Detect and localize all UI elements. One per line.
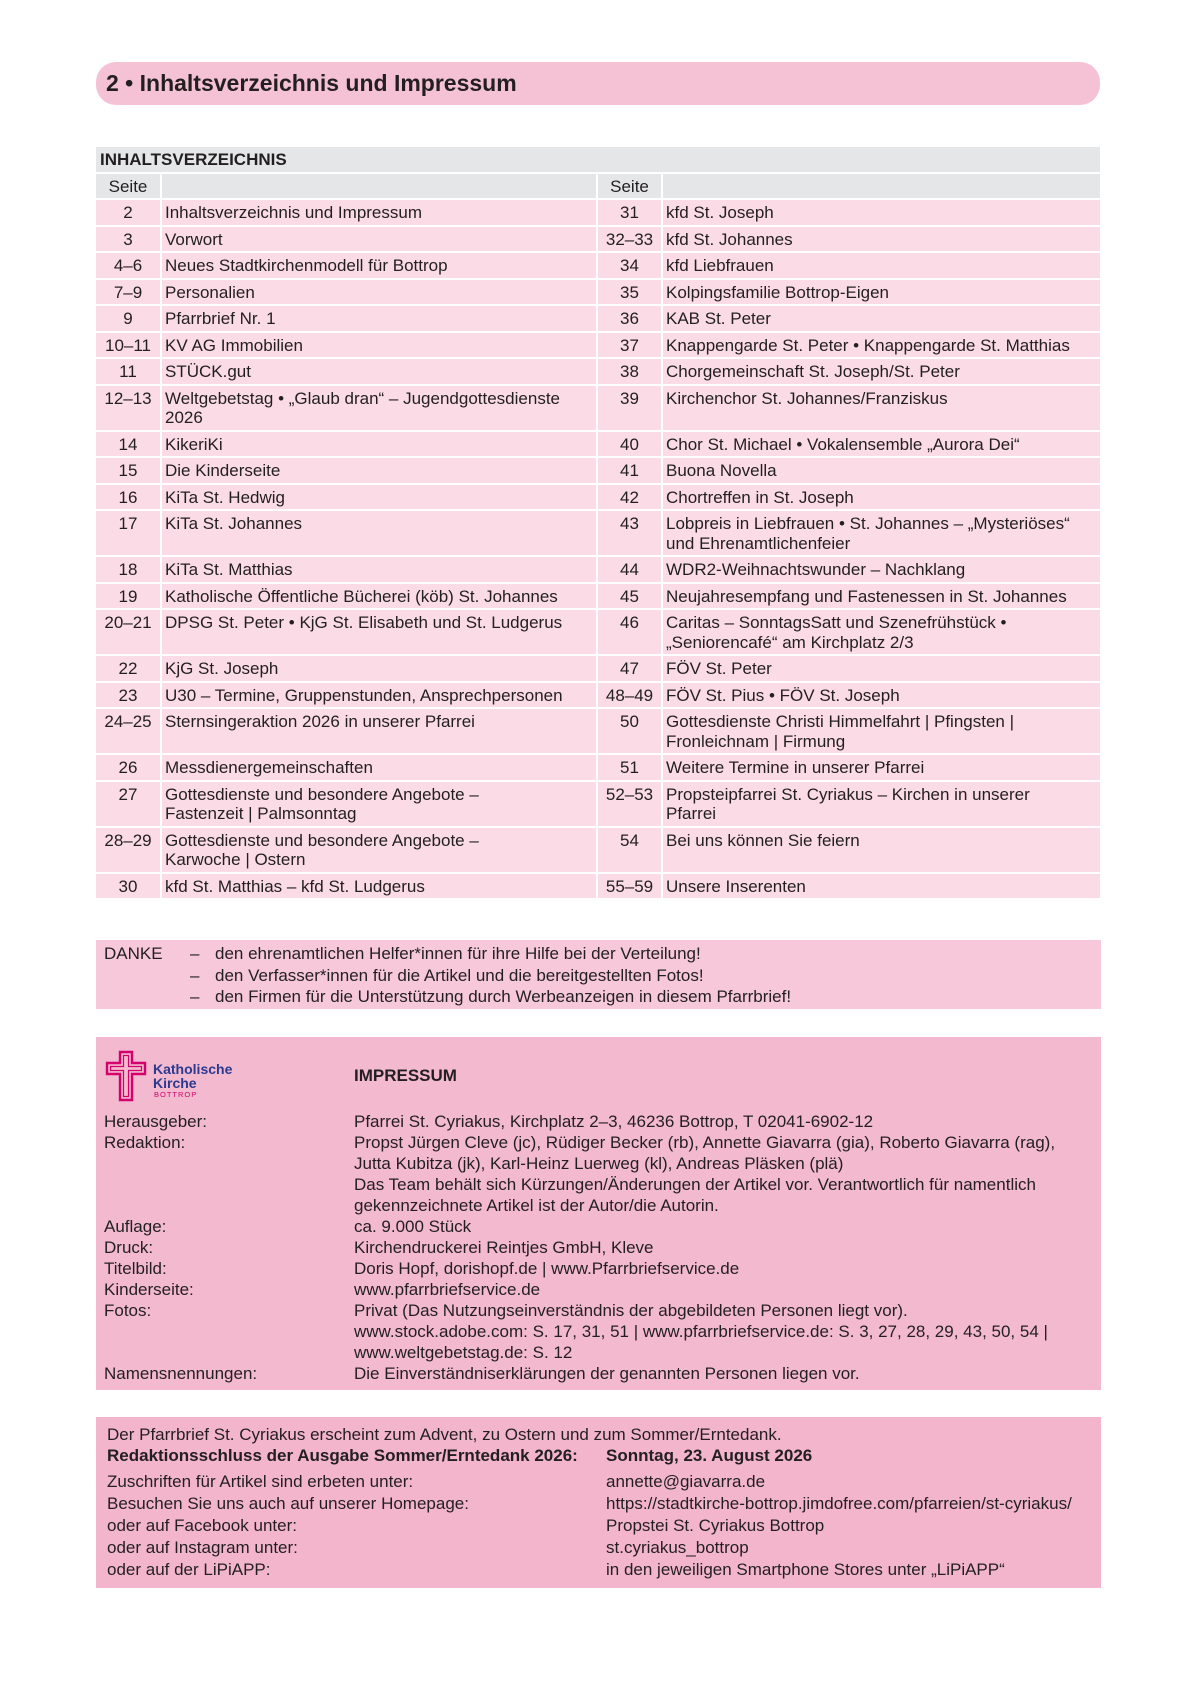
toc-row (96, 782, 1100, 826)
toc-row (96, 485, 1100, 510)
footer-intro: Der Pfarrbrief St. Cyriakus erscheint zum Advent, zu Ostern und zum Sommer/Erntedank. (107, 1424, 782, 1444)
impressum-value: Propst Jürgen Cleve (jc), Rüdiger Becker (rb), Annette Giavarra (gia), Roberto Giavarra (rag), Jutta Kubitza (jk), Karl-Heinz Luerweg (kl), Andreas Pläsken (plä) Das Team behält sich Kürzungen/Änderungen der Artikel vor. Verantwortlich für namentlich gekennzeichnete Artikel ist der Autor/die Autorin. (354, 1132, 1056, 1215)
thanks-dash: – (190, 987, 200, 1006)
toc-title-right: Knappengarde St. Peter • Knappengarde St. Matthias (663, 333, 1100, 358)
toc-page-left: 17 (96, 511, 160, 555)
contact-value: st.cyriakus_bottrop (606, 1538, 749, 1558)
toc-body (96, 200, 1100, 898)
footer-box (96, 1417, 1101, 1588)
toc-title-right: Caritas – SonntagsSatt und Szenefrühstück • „Seniorencafé“ am Kirchplatz 2/3 (663, 610, 1100, 654)
toc-page-left: 23 (96, 683, 160, 708)
toc-title-right: WDR2-Weihnachtswunder – Nachklang (663, 557, 1100, 582)
toc-title-right: KAB St. Peter (663, 306, 1100, 331)
toc-column-title-left (162, 174, 596, 199)
toc-page-right: 35 (598, 280, 661, 305)
toc-page-right: 54 (598, 828, 661, 872)
toc-title-left: U30 – Termine, Gruppenstunden, Ansprechpersonen (162, 683, 596, 708)
toc-title-left: Neues Stadtkirchenmodell für Bottrop (162, 253, 596, 278)
toc-page-left: 7–9 (96, 280, 160, 305)
toc-column-page-left: Seite (96, 174, 160, 199)
toc-row (96, 511, 1100, 555)
toc-page-left: 16 (96, 485, 160, 510)
impressum-label: Fotos: (104, 1300, 152, 1320)
toc-page-left: 30 (96, 874, 160, 899)
contact-value: annette@giavarra.de (606, 1471, 766, 1491)
toc-title-right: Chorgemeinschaft St. Joseph/St. Peter (663, 359, 1100, 384)
toc-page-left: 15 (96, 458, 160, 483)
toc-page-left: 2 (96, 200, 160, 225)
toc-row (96, 828, 1100, 872)
toc-title-right: Gottesdienste Christi Himmelfahrt | Pfingsten | Fronleichnam | Firmung (663, 709, 1100, 753)
contact-label: Besuchen Sie uns auch auf unserer Homepage: (107, 1493, 469, 1513)
impressum-row-name-mentions (104, 1363, 1094, 1384)
toc-title-right: Weitere Termine in unserer Pfarrei (663, 755, 1100, 780)
contact-row-homepage (107, 1493, 1101, 1515)
toc-row (96, 333, 1100, 358)
thanks-line (104, 943, 1101, 965)
logo-text-line-3: BOTTROP (154, 1090, 198, 1099)
toc-title-right: kfd Liebfrauen (663, 253, 1100, 278)
contact-row-email (107, 1471, 1101, 1493)
toc-title-right: Lobpreis in Liebfrauen • St. Johannes – „Mysteriöses“ und Ehrenamtlichenfeier (663, 511, 1100, 555)
impressum-row-cover-image (104, 1258, 1094, 1279)
deadline-value: Sonntag, 23. August 2026 (606, 1446, 813, 1465)
contact-label: oder auf der LiPiAPP: (107, 1560, 271, 1580)
toc-column-title-right (663, 174, 1100, 199)
toc-title-left: Messdienergemeinschaften (162, 755, 596, 780)
toc-page-right: 50 (598, 709, 661, 753)
toc-row (96, 683, 1100, 708)
toc-title-right: FÖV St. Pius • FÖV St. Joseph (663, 683, 1100, 708)
toc-page-left: 18 (96, 557, 160, 582)
contact-value: https://stadtkirche-bottrop.jimdofree.com/pfarreien/st-cyriakus/ (606, 1493, 1072, 1513)
toc-title-left: Pfarrbrief Nr. 1 (162, 306, 596, 331)
cross-icon (105, 1050, 147, 1102)
toc-title-left: KiTa St. Johannes (162, 511, 596, 555)
contact-row-facebook (107, 1515, 1101, 1537)
toc-page-left: 24–25 (96, 709, 160, 753)
toc-title-right: Chor St. Michael • Vokalensemble „Aurora Dei“ (663, 432, 1100, 457)
toc-row (96, 253, 1100, 278)
thanks-text: den Firmen für die Unterstützung durch Werbeanzeigen in diesem Pfarrbrief! (215, 987, 792, 1006)
toc-page-right: 44 (598, 557, 661, 582)
toc-page-left: 4–6 (96, 253, 160, 278)
impressum-value: Pfarrei St. Cyriakus, Kirchplatz 2–3, 46236 Bottrop, T 02041-6902-12 (354, 1111, 874, 1131)
toc-title-left: DPSG St. Peter • KjG St. Elisabeth und St. Ludgerus (162, 610, 596, 654)
toc-page-left: 14 (96, 432, 160, 457)
toc-title-right: Propsteipfarrei St. Cyriakus – Kirchen in unserer Pfarrei (663, 782, 1100, 826)
toc-page-right: 38 (598, 359, 661, 384)
toc-title-left: KiTa St. Hedwig (162, 485, 596, 510)
toc-row (96, 610, 1100, 654)
impressum-value: Doris Hopf, dorishopf.de | www.Pfarrbriefservice.de (354, 1258, 740, 1278)
thanks-line (104, 986, 1101, 1008)
toc-page-right: 40 (598, 432, 661, 457)
toc-title-left: KiTa St. Matthias (162, 557, 596, 582)
toc-title-right: Chortreffen in St. Joseph (663, 485, 1100, 510)
toc-row (96, 359, 1100, 384)
toc-page-left: 19 (96, 584, 160, 609)
contact-row-app (107, 1559, 1101, 1581)
logo-text-line-2: Kirche (153, 1075, 197, 1091)
toc-page-left: 9 (96, 306, 160, 331)
toc-page-right: 37 (598, 333, 661, 358)
toc-page-right: 31 (598, 200, 661, 225)
logo-text-line-1: Katholische (153, 1061, 233, 1077)
toc-page-right: 45 (598, 584, 661, 609)
impressum-value: Privat (Das Nutzungseinverständnis der abgebildeten Personen liegt vor). www.stock.adobe.com: S. 17, 31, 51 | www.pfarrbriefservice.de: S. 3, 27, 28, 29, 43, 50, 54 | www.weltgebetstag.de: S. 12 (354, 1300, 1048, 1362)
toc-title-right: FÖV St. Peter (663, 656, 1100, 681)
toc-title-left: STÜCK.gut (162, 359, 596, 384)
impressum-value: Die Einverständniserklärungen der genannten Personen liegen vor. (354, 1363, 860, 1383)
toc-row (96, 709, 1100, 753)
toc-row (96, 584, 1100, 609)
impressum-row-circulation (104, 1216, 1094, 1237)
church-logo (105, 1050, 235, 1102)
toc-page-right: 48–49 (598, 683, 661, 708)
toc-title-left: Weltgebetstag • „Glaub dran“ – Jugendgottesdienste 2026 (162, 386, 596, 430)
impressum-list (104, 1111, 1094, 1384)
impressum-value: ca. 9.000 Stück (354, 1216, 472, 1236)
toc-page-left: 10–11 (96, 333, 160, 358)
toc-page-right: 34 (598, 253, 661, 278)
toc-title-left: KV AG Immobilien (162, 333, 596, 358)
toc-page-right: 51 (598, 755, 661, 780)
contact-row-instagram (107, 1537, 1101, 1559)
thanks-box (96, 940, 1101, 1009)
toc-title-left: Gottesdienste und besondere Angebote – Karwoche | Ostern (162, 828, 596, 872)
toc-title-left: kfd St. Matthias – kfd St. Ludgerus (162, 874, 596, 899)
toc-page-right: 55–59 (598, 874, 661, 899)
toc-title-left: Personalien (162, 280, 596, 305)
toc-title-left: Sternsingeraktion 2026 in unserer Pfarrei (162, 709, 596, 753)
contact-label: oder auf Facebook unter: (107, 1515, 297, 1535)
impressum-row-photos (104, 1300, 1094, 1363)
thanks-line (104, 965, 1101, 987)
toc-title-right: Kolpingsfamilie Bottrop-Eigen (663, 280, 1100, 305)
toc-page-right: 32–33 (598, 227, 661, 252)
impressum-row-kids-page (104, 1279, 1094, 1300)
toc-page-left: 28–29 (96, 828, 160, 872)
toc-title-left: KjG St. Joseph (162, 656, 596, 681)
thanks-dash: – (190, 965, 200, 985)
impressum-value: www.pfarrbriefservice.de (354, 1279, 541, 1299)
toc-row (96, 874, 1100, 899)
contact-value: Propstei St. Cyriakus Bottrop (606, 1515, 825, 1535)
toc-title-right: Unsere Inserenten (663, 874, 1100, 899)
toc-column-page-right: Seite (598, 174, 661, 199)
toc-title-right: kfd St. Joseph (663, 200, 1100, 225)
toc-page-left: 12–13 (96, 386, 160, 430)
deadline-label: Redaktionsschluss der Ausgabe Sommer/Erntedank 2026: (107, 1446, 578, 1465)
toc-title-left: Gottesdienste und besondere Angebote – Fastenzeit | Palmsonntag (162, 782, 596, 826)
impressum-label: Redaktion: (104, 1132, 186, 1152)
toc-heading: INHALTSVERZEICHNIS (96, 147, 1100, 172)
toc-row (96, 227, 1100, 252)
toc-title-left: Die Kinderseite (162, 458, 596, 483)
toc-row (96, 458, 1100, 483)
toc-page-right: 43 (598, 511, 661, 555)
toc-page-right: 46 (598, 610, 661, 654)
impressum-label: Titelbild: (104, 1258, 167, 1278)
toc-title-left: Inhaltsverzeichnis und Impressum (162, 200, 596, 225)
toc-title-right: Bei uns können Sie feiern (663, 828, 1100, 872)
deadline-row (107, 1445, 1101, 1467)
toc-page-right: 52–53 (598, 782, 661, 826)
toc-row (96, 386, 1100, 430)
impressum-label: Auflage: (104, 1216, 167, 1236)
impressum-label: Namensnennungen: (104, 1363, 258, 1383)
toc-row (96, 656, 1100, 681)
toc-page-left: 20–21 (96, 610, 160, 654)
contact-label: oder auf Instagram unter: (107, 1538, 298, 1558)
toc-title-left: KikeriKi (162, 432, 596, 457)
toc-title-right: Buona Novella (663, 458, 1100, 483)
impressum-row-printing (104, 1237, 1094, 1258)
toc-page-right: 41 (598, 458, 661, 483)
toc-page-left: 11 (96, 359, 160, 384)
toc-column-header-row (96, 174, 1100, 199)
toc-row (96, 200, 1100, 225)
table-of-contents (94, 145, 1102, 900)
toc-page-left: 27 (96, 782, 160, 826)
toc-page-right: 42 (598, 485, 661, 510)
impressum-value: Kirchendruckerei Reintjes GmbH, Kleve (354, 1237, 654, 1257)
toc-row (96, 280, 1100, 305)
impressum-label: Herausgeber: (104, 1111, 208, 1131)
toc-row (96, 557, 1100, 582)
impressum-heading: IMPRESSUM (354, 1065, 457, 1085)
toc-row (96, 755, 1100, 780)
toc-title-right: Neujahresempfang und Fastenessen in St. Johannes (663, 584, 1100, 609)
contact-label: Zuschriften für Artikel sind erbeten unter: (107, 1471, 414, 1491)
toc-row (96, 432, 1100, 457)
toc-title-right: Kirchenchor St. Johannes/Franziskus (663, 386, 1100, 430)
impressum-row-editors (104, 1132, 1094, 1216)
toc-page-right: 47 (598, 656, 661, 681)
toc-title-right: kfd St. Johannes (663, 227, 1100, 252)
toc-page-left: 3 (96, 227, 160, 252)
toc-page-left: 26 (96, 755, 160, 780)
toc-heading-row (96, 147, 1100, 172)
toc-page-right: 39 (598, 386, 661, 430)
thanks-dash: – (190, 944, 200, 963)
toc-row (96, 306, 1100, 331)
toc-title-left: Vorwort (162, 227, 596, 252)
page-title-bar (96, 62, 1100, 105)
contact-value: in den jeweiligen Smartphone Stores unter „LiPiAPP“ (606, 1560, 1005, 1580)
impressum-box (96, 1037, 1101, 1390)
thanks-text: den ehrenamtlichen Helfer*innen für ihre Hilfe bei der Verteilung! (215, 944, 701, 963)
impressum-label: Druck: (104, 1237, 154, 1257)
impressum-row-publisher (104, 1111, 1094, 1132)
toc-page-right: 36 (598, 306, 661, 331)
toc-title-left: Katholische Öffentliche Bücherei (köb) St. Johannes (162, 584, 596, 609)
impressum-label: Kinderseite: (104, 1279, 194, 1299)
thanks-label: DANKE (104, 944, 163, 963)
thanks-text: den Verfasser*innen für die Artikel und die bereitgestellten Fotos! (215, 965, 704, 985)
page-title: 2 • Inhaltsverzeichnis und Impressum (106, 70, 517, 96)
toc-page-left: 22 (96, 656, 160, 681)
